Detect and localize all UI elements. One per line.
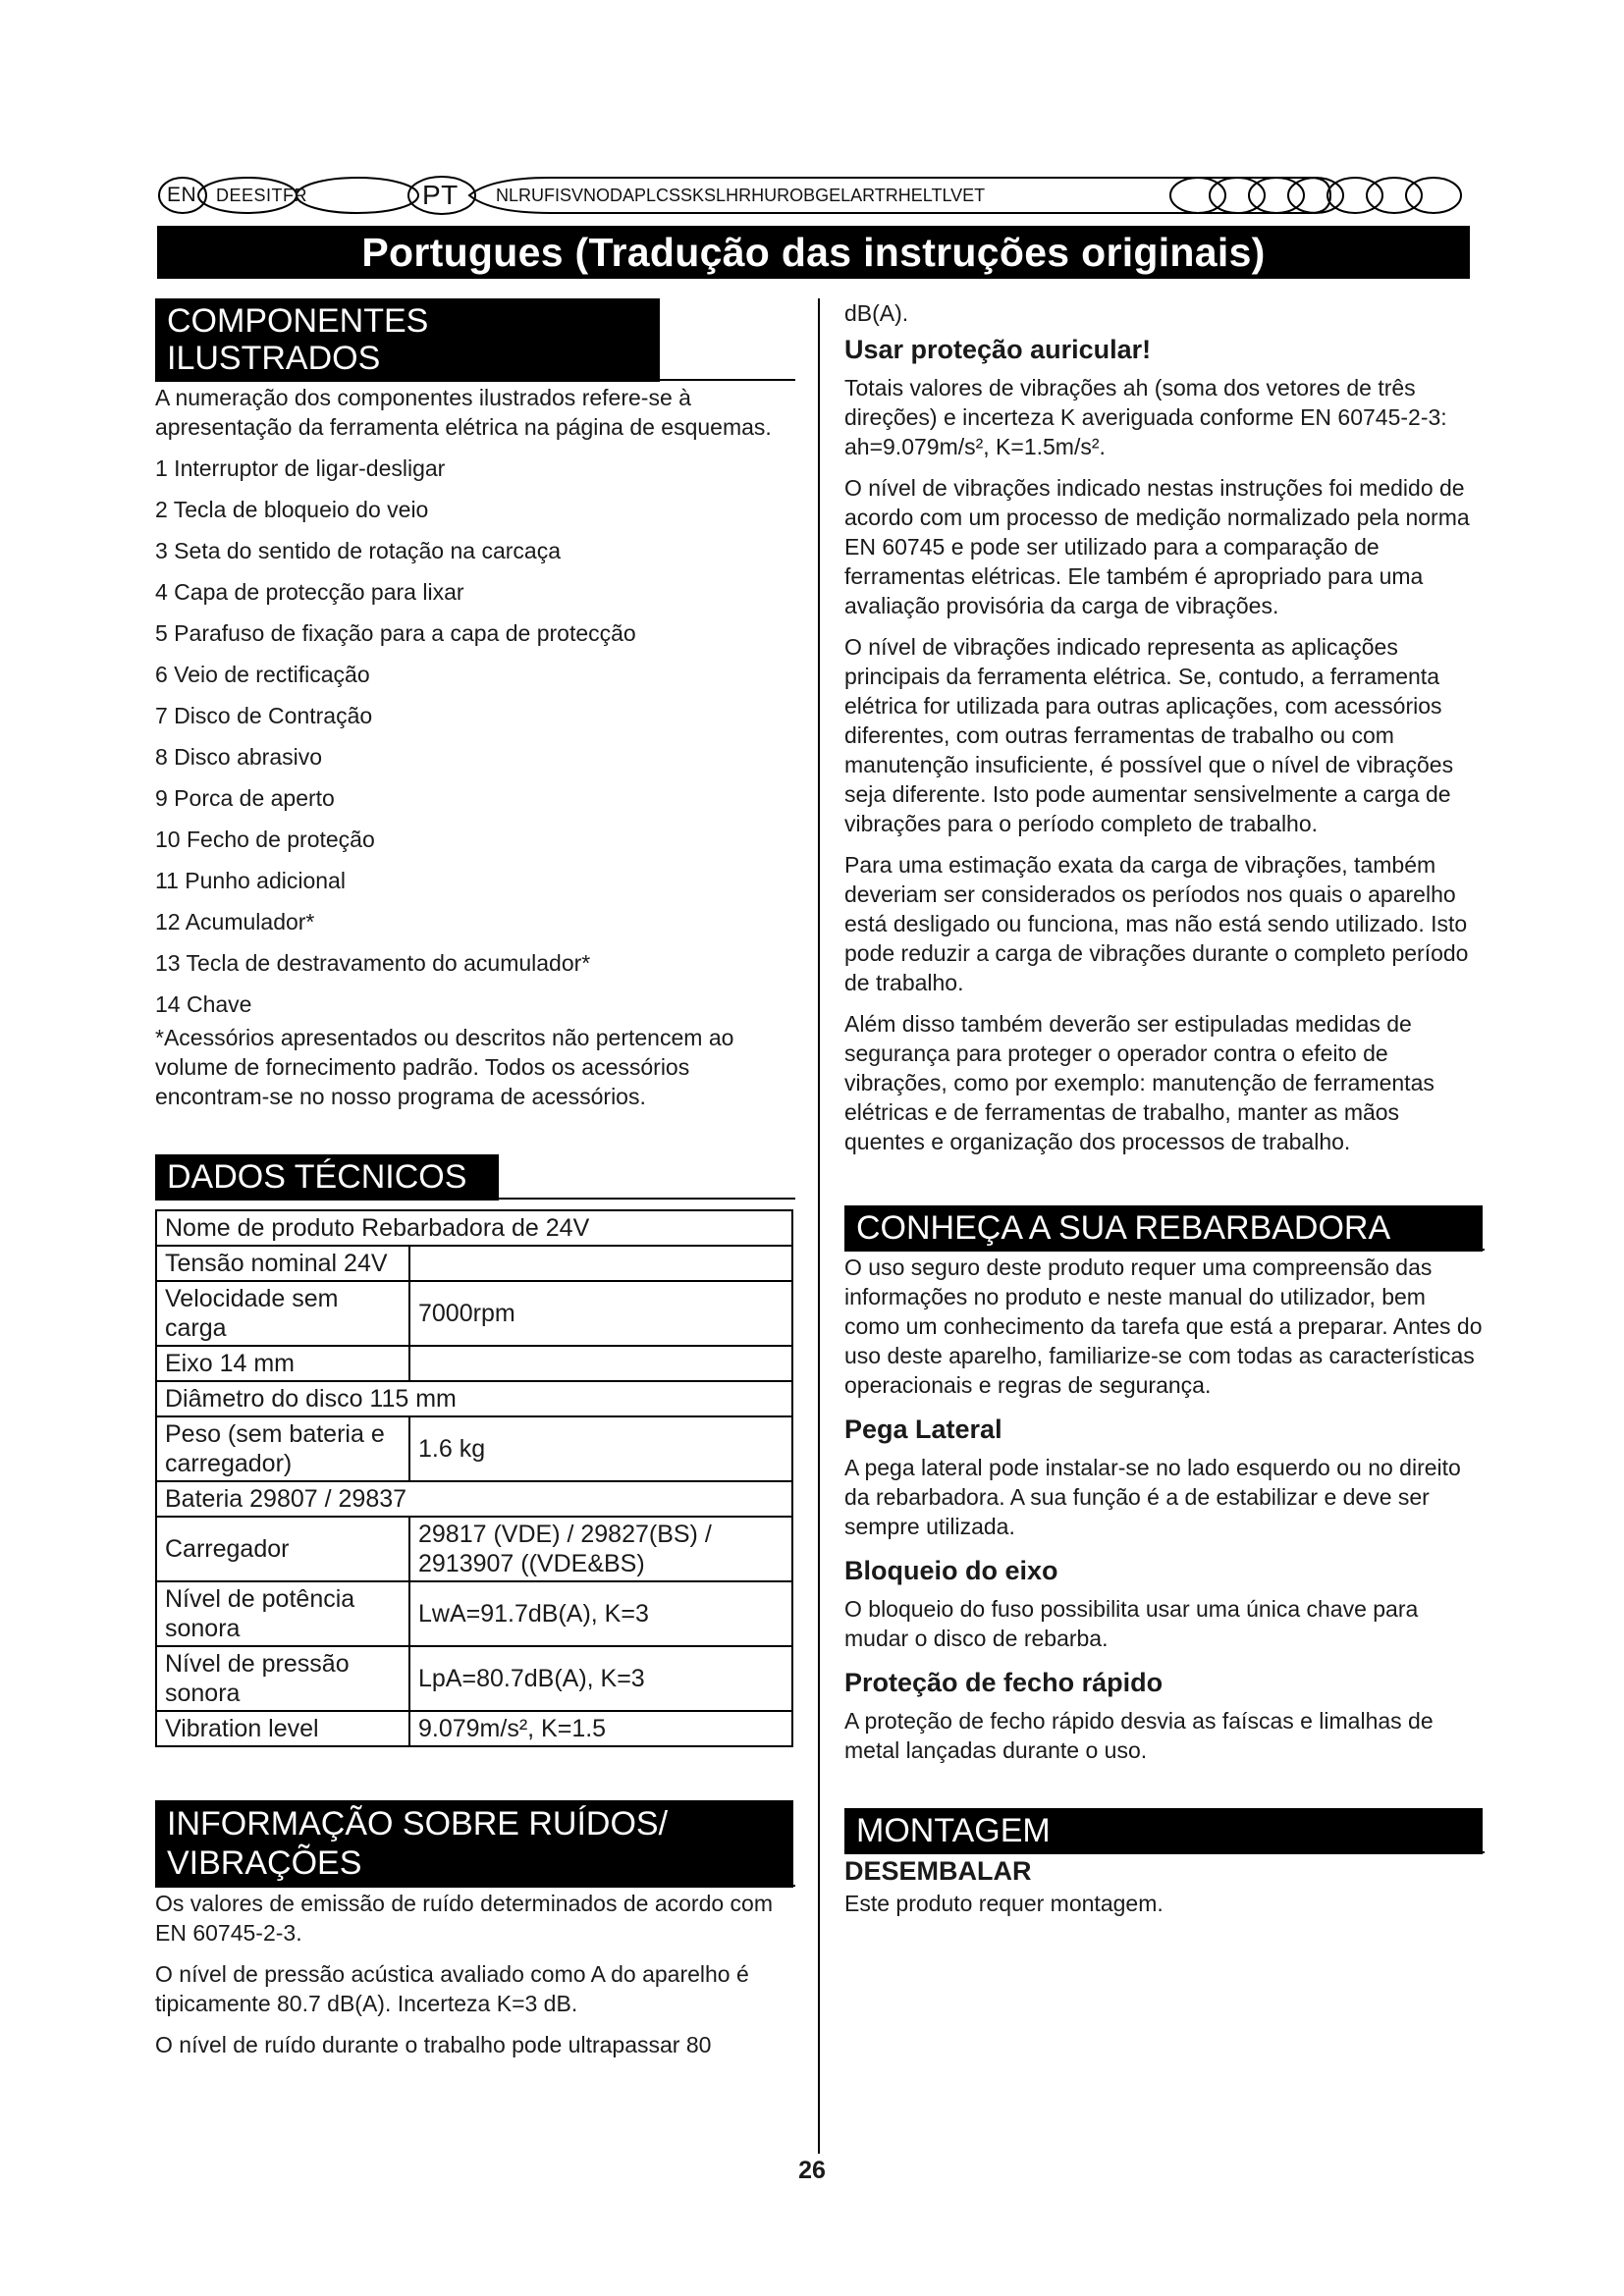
spec-cell: Eixo 14 mm	[156, 1346, 409, 1381]
ear-protection-heading: Usar proteção auricular!	[844, 335, 1152, 364]
column-divider	[818, 298, 820, 2154]
know-heading: CONHEÇA A SUA REBARBADORA	[844, 1205, 1483, 1249]
tab-pt[interactable]: PT	[422, 180, 459, 210]
side-handle-heading: Pega Lateral	[844, 1415, 1002, 1444]
quick-guard-heading: Proteção de fecho rápido	[844, 1668, 1164, 1697]
list-item: 2 Tecla de bloqueio do veio	[155, 497, 429, 522]
list-item: 12 Acumulador*	[155, 909, 315, 934]
quick-guard-text: A proteção de fecho rápido desvia as faíscas e limalhas de metal lançadas durante o uso.	[844, 1708, 1434, 1763]
list-item: 10 Fecho de proteção	[155, 827, 375, 852]
vibration-p1: Totais valores de vibrações ah (soma dos vetores de três direções) e incerteza K averiguada conforme EN 60745-2-3: ah=9.079m/s², K=1.5m/s².	[844, 375, 1447, 459]
spec-cell: 1.6 kg	[409, 1416, 792, 1481]
noise-p2: O nível de pressão acústica avaliado como A do aparelho é tipicamente 80.7 dB(A). Incerteza K=3 dB.	[155, 1961, 749, 2016]
spec-cell: Carregador	[156, 1517, 409, 1581]
vibration-p2: O nível de vibrações indicado nestas instruções foi medido de acordo com um processo de medição normalizado pela norma EN 60745 e pode ser utilizado para a comparação de ferramentas elétricas. Ele também é apropriado para uma avaliação provisória da carga de vibrações.	[844, 475, 1470, 618]
accessories-note: *Acessórios apresentados ou descritos não pertencem ao volume de fornecimento padrão. Todos os acessórios encontram-se no nosso programa de acessórios.	[155, 1025, 734, 1109]
know-intro: O uso seguro deste produto requer uma compreensão das informações no produto e neste manual do utilizador, bem como um conhecimento da tarefa que está a preparar. Antes do uso deste aparelho, familiarize-se com todas as características operacionais e regras de segurança.	[844, 1255, 1483, 1398]
spindle-lock-heading: Bloqueio do eixo	[844, 1556, 1058, 1585]
components-heading: COMPONENTES ILUSTRADOS	[155, 298, 660, 379]
table-row	[156, 1346, 792, 1381]
table-row	[156, 1381, 792, 1416]
vibration-p4: Para uma estimação exata da carga de vibrações, também deveriam ser considerados os períodos nos quais o aparelho está desligado ou funciona, mas não está sendo utilizado. Isto pode reduzir a carga de vibrações durante o completo período de trabalho.	[844, 852, 1469, 995]
table-row	[156, 1246, 792, 1281]
spec-cell	[409, 1346, 792, 1381]
spec-cell: Bateria 29807 / 29837	[156, 1481, 792, 1517]
components-intro: A numeração dos componentes ilustrados refere-se à apresentação da ferramenta elétrica na página de esquemas.	[155, 385, 772, 440]
spec-cell: LpA=80.7dB(A), K=3	[409, 1646, 792, 1711]
list-item: 9 Porca de aperto	[155, 785, 335, 811]
tech-heading-wrap	[155, 1154, 795, 1200]
assembly-heading-wrap	[844, 1808, 1485, 1853]
spec-cell	[409, 1246, 792, 1281]
components-heading-wrap	[155, 298, 795, 381]
table-row	[156, 1281, 792, 1346]
spec-cell: Tensão nominal 24V	[156, 1246, 409, 1281]
left-column	[155, 298, 795, 2071]
spec-cell: LwA=91.7dB(A), K=3	[409, 1581, 792, 1646]
spec-table	[155, 1209, 793, 1747]
page-title: Portugues (Tradução das instruções originais)	[157, 226, 1470, 279]
db-continuation: dB(A).	[844, 300, 909, 326]
noise-heading-wrap	[155, 1800, 795, 1887]
list-item: 1 Interruptor de ligar-desligar	[155, 455, 446, 481]
noise-heading-line2: VIBRAÇÕES	[167, 1844, 362, 1882]
table-row	[156, 1581, 792, 1646]
table-row	[156, 1481, 792, 1517]
list-item: 13 Tecla de destravamento do acumulador*	[155, 950, 591, 976]
list-item: 4 Capa de protecção para lixar	[155, 579, 464, 605]
tab-other-languages[interactable]: NLRUFISVNODAPLCSSKSLHRHUROBGELARTRHELTLVET	[496, 186, 986, 205]
vibration-p5: Além disso também deverão ser estipuladas medidas de segurança para proteger o operador contra o efeito de vibrações, como por exemplo: manutenção de ferramentas elétricas e de ferramentas de trabalho, manter as mãos quentes e organização dos processos de trabalho.	[844, 1011, 1435, 1154]
vibration-p3: O nível de vibrações indicado representa as aplicações principais da ferramenta elétrica. Se, contudo, a ferramenta elétrica for utilizada para outras aplicações, com acessórios diferentes, com outras ferramentas de trabalho ou com manutenção insuficiente, é possível que o nível de vibrações seja diferente. Isto pode aumentar sensivelmente a carga de vibrações para o período completo de trabalho.	[844, 634, 1454, 836]
spec-cell: 9.079m/s², K=1.5	[409, 1711, 792, 1746]
noise-p1: Os valores de emissão de ruído determinados de acordo com EN 60745-2-3.	[155, 1891, 773, 1946]
components-list	[155, 454, 795, 1019]
noise-heading-line1: INFORMAÇÃO SOBRE RUÍDOS/	[167, 1805, 669, 1842]
table-row	[156, 1416, 792, 1481]
spec-cell: Diâmetro do disco 115 mm	[156, 1381, 792, 1416]
list-item: 3 Seta do sentido de rotação na carcaça	[155, 538, 562, 563]
language-tab-strip	[157, 175, 1468, 216]
spec-cell: Vibration level	[156, 1711, 409, 1746]
spec-cell: Peso (sem bateria e carregador)	[156, 1416, 409, 1481]
list-item: 6 Veio de rectificação	[155, 662, 370, 687]
list-item: 5 Parafuso de fixação para a capa de protecção	[155, 620, 636, 646]
noise-heading	[155, 1800, 793, 1885]
spec-cell: 7000rpm	[409, 1281, 792, 1346]
assembly-heading: MONTAGEM	[844, 1808, 1483, 1851]
list-item: 8 Disco abrasivo	[155, 744, 323, 770]
spec-cell: 29817 (VDE) / 29827(BS) / 2913907 ((VDE&BS)	[409, 1517, 792, 1581]
spec-cell: Nível de pressão sonora	[156, 1646, 409, 1711]
table-row	[156, 1210, 792, 1246]
tech-heading: DADOS TÉCNICOS	[155, 1154, 499, 1198]
spindle-lock-text: O bloqueio do fuso possibilita usar uma única chave para mudar o disco de rebarba.	[844, 1596, 1419, 1651]
table-row	[156, 1711, 792, 1746]
assembly-text: Este produto requer montagem.	[844, 1891, 1164, 1916]
list-item: 14 Chave	[155, 991, 252, 1017]
list-item: 7 Disco de Contração	[155, 703, 373, 728]
table-row	[156, 1646, 792, 1711]
unpacking-heading: DESEMBALAR	[844, 1856, 1032, 1886]
tab-en[interactable]: EN	[167, 184, 197, 206]
page-number: 26	[798, 2157, 826, 2184]
table-row	[156, 1517, 792, 1581]
noise-p3: O nível de ruído durante o trabalho pode ultrapassar 80	[155, 2032, 712, 2057]
side-handle-text: A pega lateral pode instalar-se no lado esquerdo ou no direito da rebarbadora. A sua função é a de estabilizar e deve ser sempre utilizada.	[844, 1455, 1461, 1539]
spec-cell: Nível de potência sonora	[156, 1581, 409, 1646]
spec-cell: Nome de produto Rebarbadora de 24V	[156, 1210, 792, 1246]
tab-de-es-it-fr[interactable]: DEESITFR	[216, 186, 308, 205]
list-item: 11 Punho adicional	[155, 868, 346, 893]
spec-cell: Velocidade sem carga	[156, 1281, 409, 1346]
know-heading-wrap	[844, 1205, 1485, 1251]
right-column	[844, 298, 1485, 1930]
